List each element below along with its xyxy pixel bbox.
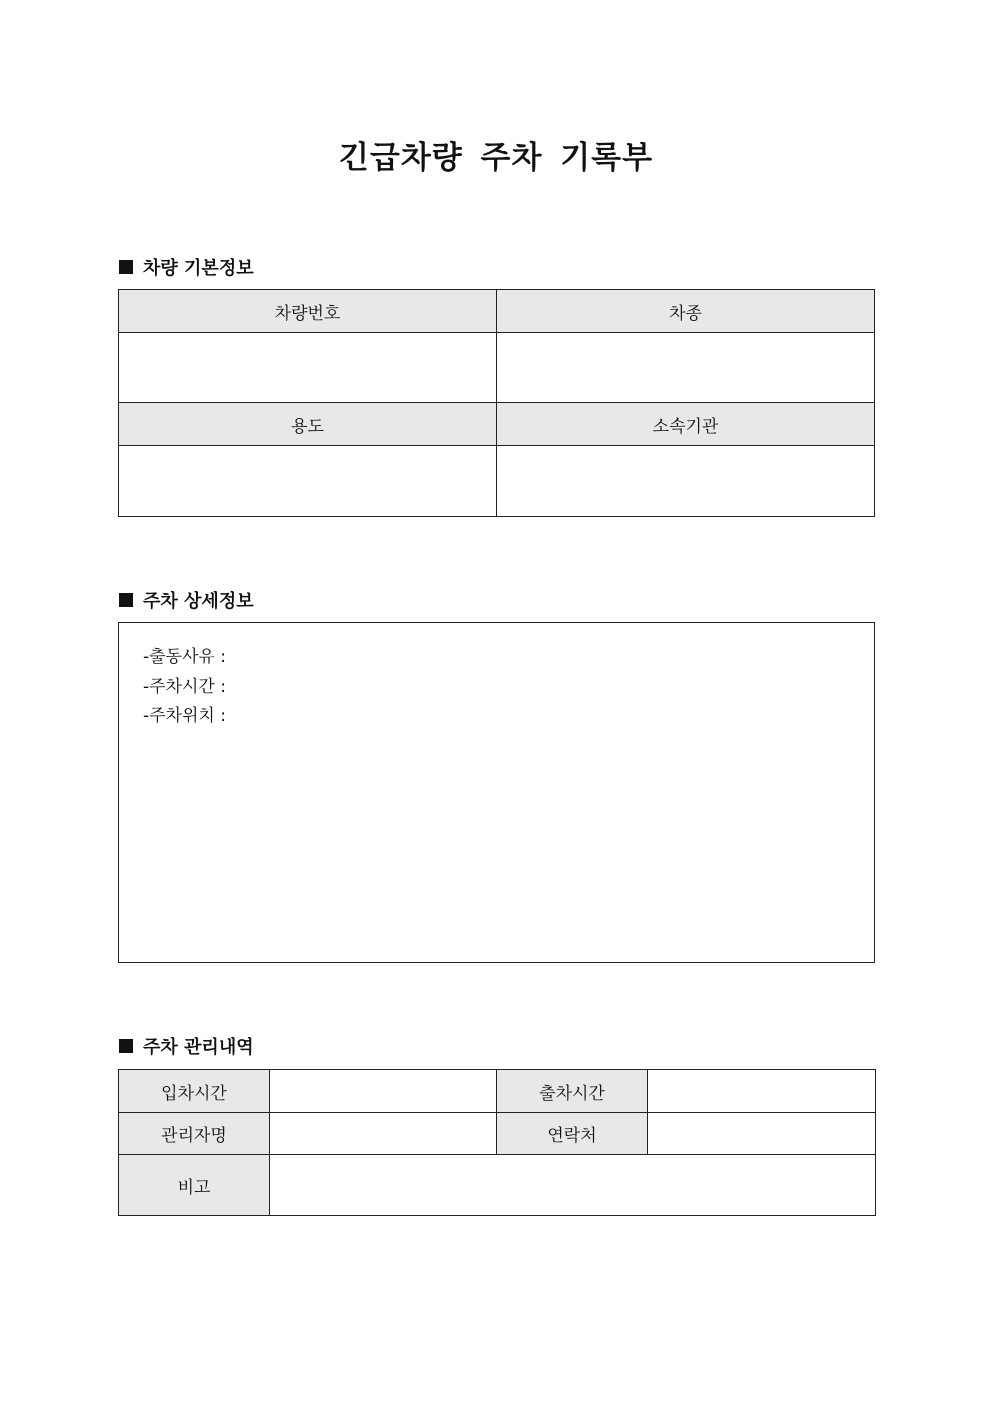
vehicle-info-header-row-1: [119, 290, 875, 333]
purpose-label: 용도: [119, 403, 497, 446]
purpose-field[interactable]: [119, 446, 497, 517]
management-heading: [119, 1033, 254, 1059]
square-bullet-icon: [119, 260, 133, 274]
dispatch-reason-line: -출동사유 :: [143, 647, 226, 667]
agency-field[interactable]: [497, 446, 875, 517]
contact-field[interactable]: [648, 1113, 876, 1155]
parking-detail-box[interactable]: [118, 622, 875, 963]
square-bullet-icon: [119, 593, 133, 607]
parking-time-line: -주차시간 :: [143, 676, 226, 697]
management-row-2: [119, 1113, 876, 1155]
management-row-1: [119, 1070, 876, 1113]
vehicle-info-value-row-1: [119, 333, 875, 403]
vehicle-info-heading-text: 차량 기본정보: [143, 258, 254, 279]
vehicle-type-field[interactable]: [497, 333, 875, 403]
vehicle-info-header-row-2: [119, 403, 875, 446]
remarks-field[interactable]: [270, 1155, 876, 1216]
document-title: 긴급차량 주차 기록부: [338, 140, 654, 176]
parking-detail-heading-text: 주차 상세정보: [143, 591, 254, 612]
vehicle-info-heading: [119, 254, 254, 280]
plate-number-field[interactable]: [119, 333, 497, 403]
manager-name-label: 관리자명: [119, 1113, 270, 1155]
entry-time-field[interactable]: [270, 1070, 497, 1113]
square-bullet-icon: [119, 1039, 133, 1053]
contact-label: 연락처: [497, 1113, 648, 1155]
agency-label: 소속기관: [497, 403, 875, 446]
manager-name-field[interactable]: [270, 1113, 497, 1155]
management-table: [118, 1069, 876, 1216]
parking-location-line: -주차위치 :: [143, 706, 226, 726]
exit-time-field[interactable]: [648, 1070, 876, 1113]
vehicle-info-table: [118, 289, 875, 517]
remarks-label: 비고: [119, 1155, 270, 1216]
management-heading-text: 주차 관리내역: [143, 1037, 254, 1058]
plate-number-label: 차량번호: [119, 290, 497, 333]
exit-time-label: 출차시간: [497, 1070, 648, 1113]
vehicle-info-value-row-2: [119, 446, 875, 517]
entry-time-label: 입차시간: [119, 1070, 270, 1113]
management-row-3: [119, 1155, 876, 1216]
vehicle-type-label: 차종: [497, 290, 875, 333]
parking-detail-heading: [119, 587, 254, 613]
parking-detail-lines: [143, 643, 226, 732]
